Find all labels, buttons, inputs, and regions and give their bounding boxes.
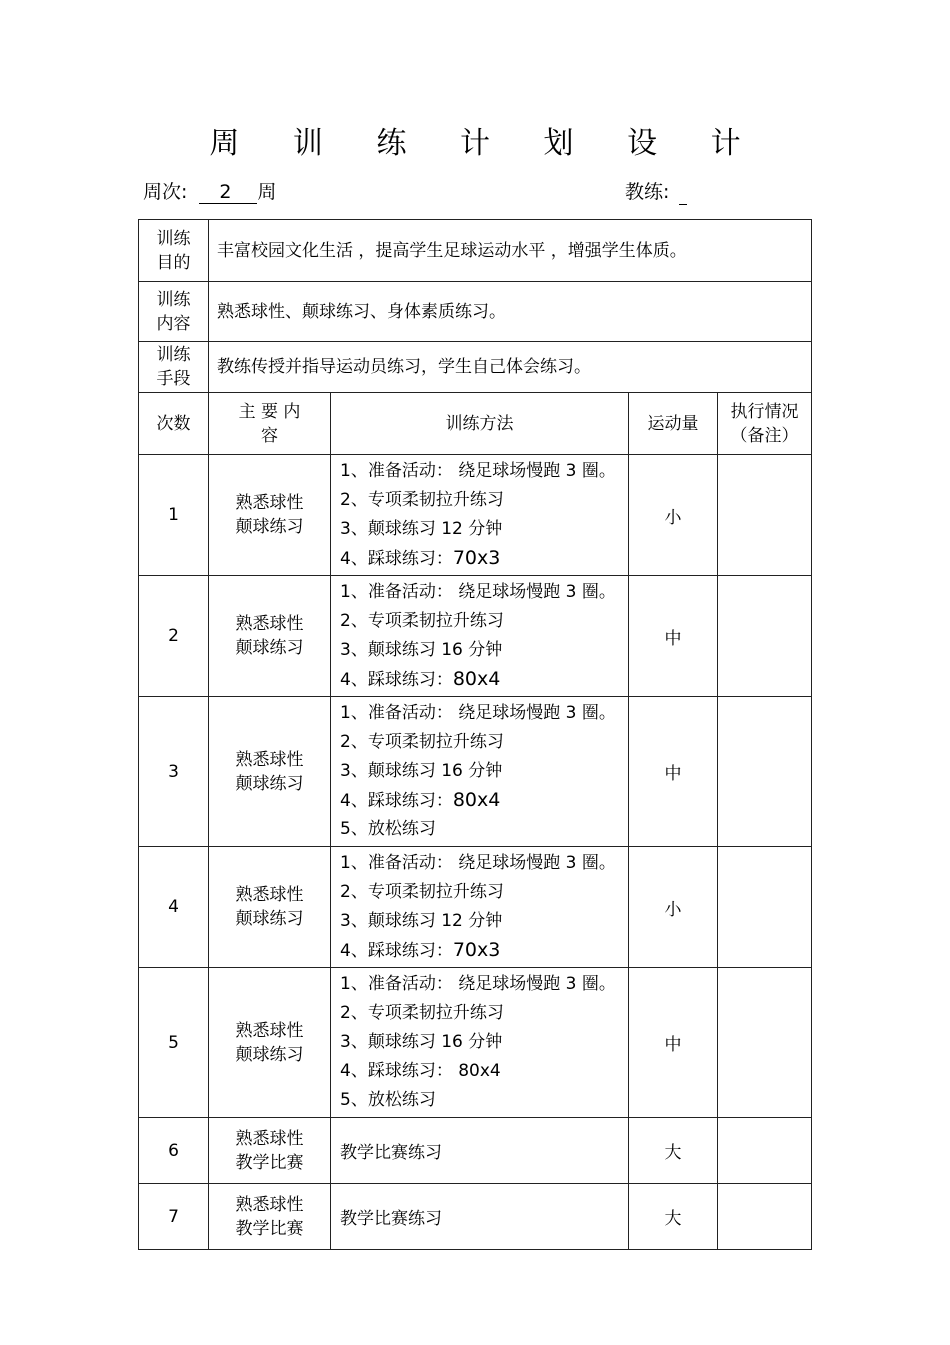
session-load: 大 — [629, 1118, 718, 1184]
method-step: 3、颠球练习 12 分钟 — [340, 911, 503, 931]
header-session: 次数 — [139, 393, 209, 455]
session-method — [331, 847, 629, 968]
week-line — [143, 179, 276, 205]
info-label-content: 训练 内容 — [139, 282, 209, 342]
session-load: 中 — [629, 576, 718, 697]
session-number: 3 — [139, 697, 209, 847]
header-note: 执行情况 （备注） — [718, 393, 812, 455]
session-content: 熟悉球性 颠球练习 — [209, 697, 331, 847]
document-title: 周 训 练 计 划 设 计 — [209, 126, 763, 161]
info-label-purpose: 训练 目的 — [139, 220, 209, 282]
session-note — [718, 455, 812, 576]
method-step: 2、专项柔韧拉升练习 — [340, 490, 504, 510]
step-value: 70x3 — [452, 547, 501, 569]
week-number: 2 — [199, 181, 257, 204]
method-step: 3、颠球练习 12 分钟 — [340, 519, 503, 539]
method-step: 3、颠球练习 16 分钟 — [340, 1032, 503, 1052]
week-unit: 周 — [257, 181, 277, 203]
session-row — [139, 455, 812, 576]
session-number: 7 — [139, 1184, 209, 1250]
session-content: 熟悉球性 教学比赛 — [209, 1184, 331, 1250]
coach-name-blank — [679, 182, 687, 205]
column-header-row — [139, 393, 812, 455]
method-step: 1、准备活动： 绕足球场慢跑 3 圈。 — [340, 582, 616, 602]
session-note — [718, 1118, 812, 1184]
method-step: 5、放松练习 — [340, 819, 436, 839]
week-label: 周次: — [143, 181, 188, 203]
step-value: 70x3 — [452, 939, 501, 961]
session-row — [139, 968, 812, 1118]
session-note — [718, 968, 812, 1118]
session-number: 6 — [139, 1118, 209, 1184]
step-value: 80x4 — [452, 789, 501, 811]
session-method — [331, 576, 629, 697]
session-load: 大 — [629, 1184, 718, 1250]
method-step: 1、准备活动： 绕足球场慢跑 3 圈。 — [340, 703, 616, 723]
session-row — [139, 1184, 812, 1250]
method-step: 1、准备活动： 绕足球场慢跑 3 圈。 — [340, 461, 616, 481]
session-content: 熟悉球性 教学比赛 — [209, 1118, 331, 1184]
header-content: 主 要 内 容 — [209, 393, 331, 455]
method-step: 4、踩球练习：70x3 — [340, 547, 501, 569]
method-step: 2、专项柔韧拉升练习 — [340, 611, 504, 631]
method-step: 1、准备活动： 绕足球场慢跑 3 圈。 — [340, 853, 616, 873]
session-number: 1 — [139, 455, 209, 576]
session-content: 熟悉球性 颠球练习 — [209, 847, 331, 968]
session-method: 教学比赛练习 — [331, 1184, 629, 1250]
coach-label: 教练: — [625, 181, 670, 203]
session-method — [331, 455, 629, 576]
method-step: 3、颠球练习 16 分钟 — [340, 640, 503, 660]
session-note — [718, 576, 812, 697]
header-load: 运动量 — [629, 393, 718, 455]
session-note — [718, 847, 812, 968]
header-method: 训练方法 — [331, 393, 629, 455]
info-row-content — [139, 282, 812, 342]
session-note — [718, 697, 812, 847]
method-step: 2、专项柔韧拉升练习 — [340, 732, 504, 752]
step-value: 80x4 — [452, 668, 501, 690]
session-number: 4 — [139, 847, 209, 968]
info-label-means: 训练 手段 — [139, 342, 209, 393]
session-note — [718, 1184, 812, 1250]
method-step: 2、专项柔韧拉升练习 — [340, 882, 504, 902]
session-load: 小 — [629, 455, 718, 576]
session-row — [139, 697, 812, 847]
info-row-purpose — [139, 220, 812, 282]
method-step: 2、专项柔韧拉升练习 — [340, 1003, 504, 1023]
info-row-means — [139, 342, 812, 393]
session-row — [139, 1118, 812, 1184]
session-content: 熟悉球性 颠球练习 — [209, 576, 331, 697]
session-method: 教学比赛练习 — [331, 1118, 629, 1184]
session-content: 熟悉球性 颠球练习 — [209, 455, 331, 576]
method-step: 3、颠球练习 16 分钟 — [340, 761, 503, 781]
session-row — [139, 847, 812, 968]
session-method — [331, 968, 629, 1118]
method-step: 4、踩球练习：80x4 — [340, 668, 501, 690]
session-load: 中 — [629, 697, 718, 847]
method-step: 4、踩球练习：80x4 — [340, 789, 501, 811]
method-step: 1、准备活动： 绕足球场慢跑 3 圈。 — [340, 974, 616, 994]
session-number: 5 — [139, 968, 209, 1118]
training-plan-table — [138, 219, 812, 1250]
session-content: 熟悉球性 颠球练习 — [209, 968, 331, 1118]
session-row — [139, 576, 812, 697]
info-text-means: 教练传授并指导运动员练习，学生自己体会练习。 — [209, 342, 812, 393]
session-load: 中 — [629, 968, 718, 1118]
method-step: 5、放松练习 — [340, 1090, 436, 1110]
info-text-content: 熟悉球性、颠球练习、身体素质练习。 — [209, 282, 812, 342]
info-text-purpose: 丰富校园文化生活 ，提高学生足球运动水平 ，增强学生体质。 — [209, 220, 812, 282]
session-load: 小 — [629, 847, 718, 968]
method-step: 4、踩球练习：70x3 — [340, 939, 501, 961]
session-number: 2 — [139, 576, 209, 697]
method-step: 4、踩球练习： 80x4 — [340, 1061, 501, 1081]
session-method — [331, 697, 629, 847]
coach-line — [625, 179, 687, 205]
